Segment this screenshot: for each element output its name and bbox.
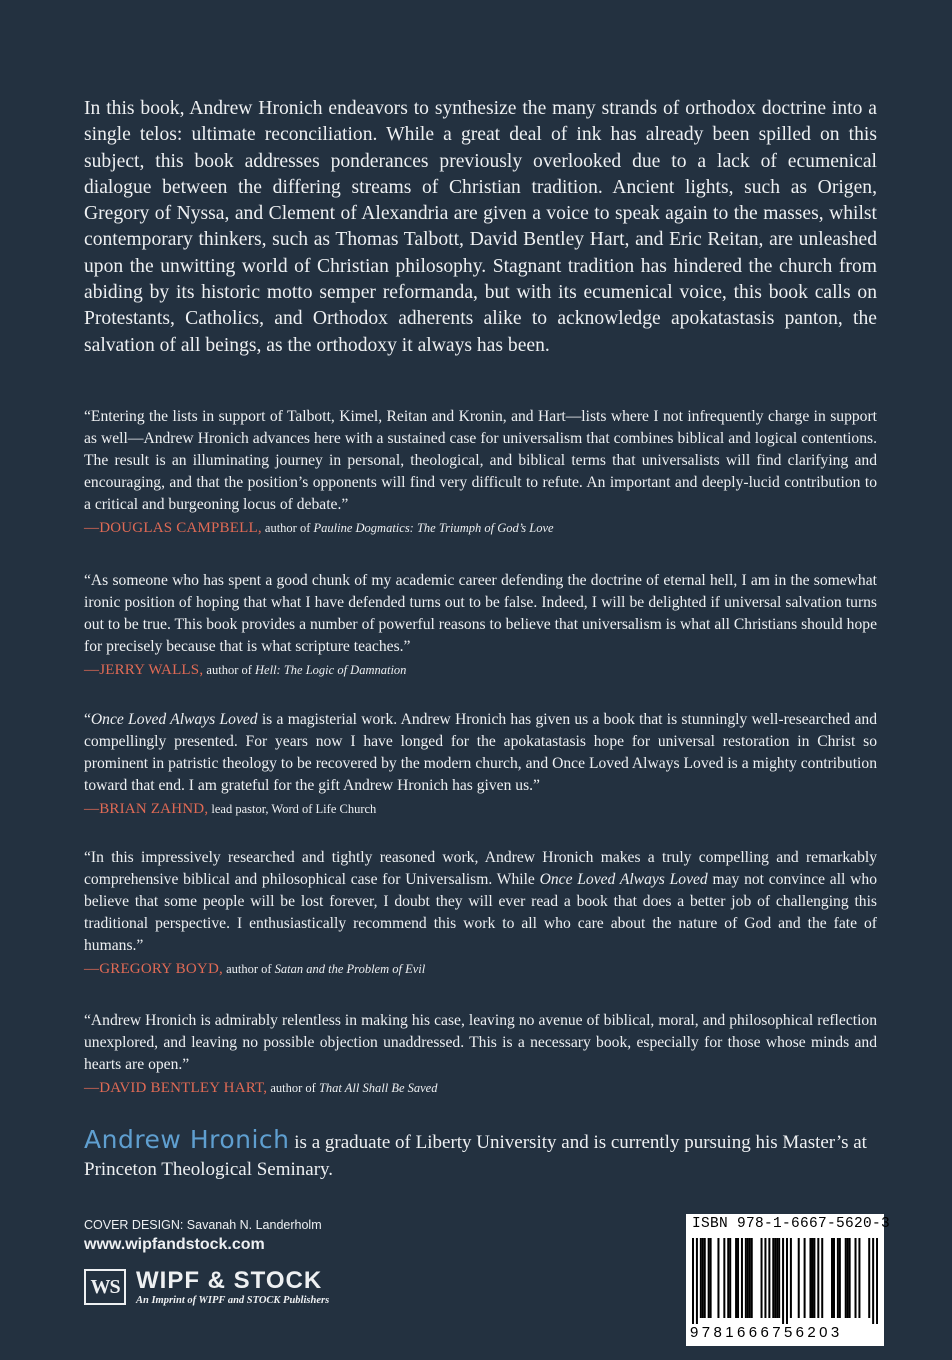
- barcode-bar: [761, 1238, 763, 1318]
- barcode-bar: [692, 1238, 694, 1324]
- barcode-bar: [845, 1238, 847, 1318]
- barcode-bar: [727, 1238, 729, 1318]
- barcode-bar: [764, 1238, 766, 1318]
- barcode-bar: [876, 1238, 878, 1324]
- barcode-bar: [849, 1238, 851, 1318]
- isbn-digits: 9781666756203: [690, 1324, 843, 1341]
- barcode-bar: [813, 1238, 815, 1318]
- barcode-bar: [872, 1238, 874, 1324]
- barcode-bar: [735, 1238, 737, 1318]
- barcode-bar: [790, 1238, 792, 1318]
- author-bio-text: is a graduate of Liberty University and is currently pursuing his Master’s at Princeton Theological Seminary.: [84, 1132, 867, 1180]
- barcode-bar: [747, 1238, 749, 1318]
- quote-open: “: [84, 711, 91, 728]
- endorser-name: BRIAN ZAHND,: [99, 801, 209, 817]
- endorser-name: JERRY WALLS,: [99, 662, 204, 678]
- barcode-bar: [772, 1238, 774, 1318]
- barcode-bar: [833, 1238, 835, 1318]
- endorsement-text: [84, 847, 877, 957]
- barcode-bar: [821, 1238, 823, 1318]
- endorsement-attribution: [84, 961, 877, 977]
- barcode-bar: [847, 1238, 849, 1318]
- endorsement-campbell: [84, 406, 877, 536]
- publisher-imprint: An Imprint of WIPF and STOCK Publishers: [136, 1295, 330, 1306]
- barcode-bar: [776, 1238, 778, 1318]
- endorser-name: DAVID BENTLEY HART,: [99, 1080, 268, 1096]
- ws-logo-icon: WS: [84, 1269, 126, 1305]
- endorsement-hart: [84, 1010, 877, 1096]
- barcode-bar: [704, 1238, 706, 1318]
- endorsement-attribution: [84, 520, 877, 536]
- barcode-bar: [723, 1238, 725, 1318]
- barcode-bar: [868, 1238, 870, 1318]
- barcode-bar: [798, 1238, 800, 1318]
- publisher-url: www.wipfandstock.com: [84, 1236, 265, 1253]
- barcode-bar: [729, 1238, 731, 1318]
- quote-before: “In this impressively researched and tightly reasoned work, Andrew Hronich makes a truly compelling and remarkably comprehensive biblical and philosophical case for Universalism. While: [84, 849, 877, 888]
- endorser-role: author of: [206, 663, 252, 677]
- barcode-bar: [710, 1238, 712, 1318]
- barcode-bar: [745, 1238, 747, 1318]
- endorser-role: author of: [270, 1081, 316, 1095]
- endorsement-zahnd: [84, 709, 877, 817]
- endorser-work: Hell: The Logic of Damnation: [255, 663, 407, 677]
- publisher-logo: [84, 1268, 374, 1308]
- barcode-bar: [782, 1238, 784, 1324]
- endorser-work: Satan and the Problem of Evil: [274, 962, 426, 976]
- barcode-bar: [737, 1238, 739, 1318]
- barcode-bar: [702, 1238, 704, 1318]
- author-bio: [84, 1126, 884, 1183]
- endorser-name: GREGORY BOYD,: [99, 961, 223, 977]
- barcode-bar: [831, 1238, 833, 1318]
- barcode-bar: [778, 1238, 780, 1318]
- endorsement-attribution: [84, 1080, 877, 1096]
- barcode-bar: [774, 1238, 776, 1318]
- barcode-bar: [855, 1238, 857, 1318]
- endorsement-text: “As someone who has spent a good chunk of my academic career defending the doctrine of eternal hell, I am in the somewhat ironic position of hoping that what I have defended turns out to be false. Indeed, I will be delighted if universal salvation turns out to be true. This book provides a number of powerful reasons to believe that universalism is what all Christians should hope for precisely because that is what scripture teaches.”: [84, 572, 877, 655]
- endorsement-walls: [84, 570, 877, 678]
- barcode-bar: [809, 1238, 811, 1318]
- endorsement-attribution: [84, 662, 877, 678]
- endorser-dash: —: [84, 662, 100, 678]
- cover-credit: [84, 1217, 322, 1256]
- quote-rest: is a magisterial work. Andrew Hronich has given us a book that is stunningly well-researched and compellingly presented. For years now I have longed for the apokatastasis hope for universal restoration in Christ so prominent in patristic theology to be recovered by the modern church, and Once Loved Always Loved is a mighty contribution toward that end. I am grateful for the gift Andrew Hronich has given us.”: [84, 711, 878, 794]
- barcode-bar: [811, 1238, 813, 1318]
- cover-design-credit: COVER DESIGN: Savanah N. Landerholm: [84, 1218, 322, 1232]
- barcode-bar: [741, 1238, 743, 1318]
- endorser-role: author of: [226, 962, 272, 976]
- book-description: In this book, Andrew Hronich endeavors to synthesize the many strands of orthodox doctrine into a single telos: ultimate reconciliation. While a great deal of ink has already been spilled on this subject, this book addresses ponderances previously overlooked due to a lack of ecumenical dialogue between the differing streams of Christian tradition. Ancient lights, such as Origen, Gregory of Nyssa, and Clement of Alexandria are given a voice to speak again to the masses, whilst contemporary thinkers, such as Thomas Talbott, David Bentley Hart, and Eric Reitan, are unleashed upon the unwitting world of Christian philosophy. Stagnant tradition has hindered the church from abiding by its historic motto semper reformanda, but with its ecumenical voice, this book calls on Protestants, Catholics, and Orthodox adherents alike to acknowledge apokatastasis panton, the salvation of all beings, as the orthodoxy it always has been.: [84, 98, 877, 356]
- endorser-dash: —: [84, 520, 100, 536]
- endorser-dash: —: [84, 801, 100, 817]
- barcode-bar: [804, 1238, 806, 1318]
- isbn-barcode: [686, 1214, 891, 1346]
- book-title: Once Loved Always Loved: [90, 711, 258, 728]
- isbn-label: ISBN 978-1-6667-5620-3: [692, 1216, 891, 1232]
- endorser-dash: —: [84, 961, 100, 977]
- author-name: Andrew Hronich: [84, 1125, 290, 1154]
- quote-after: may not convince all who believe that some people will be lost forever, I doubt they will ever read a book that does a better job of challenging this traditional perspective. I enthusiastically recommend this work to all who care about the nature of God and the fate of humans.”: [84, 871, 877, 954]
- endorser-name: DOUGLAS CAMPBELL,: [99, 520, 262, 536]
- endorser-role: author of: [264, 521, 311, 535]
- publisher-name: WIPF & STOCK: [136, 1267, 323, 1294]
- barcode-bar: [768, 1238, 770, 1318]
- barcode-bar: [839, 1238, 841, 1318]
- endorser-dash: —: [84, 1080, 100, 1096]
- barcode-bar: [751, 1238, 753, 1318]
- endorsement-text: “Andrew Hronich is admirably relentless in making his case, leaving no avenue of biblical, moral, and philosophical reflection unexplored, and leaving no possible objection unaddressed. This is a necessary book, especially for those whose minds and hearts are open.”: [84, 1012, 877, 1073]
- endorsement-boyd: [84, 847, 877, 977]
- barcode-bar: [700, 1238, 702, 1318]
- endorser-work: That All Shall Be Saved: [318, 1081, 438, 1095]
- barcode-bar: [708, 1238, 710, 1318]
- barcode-bar: [717, 1238, 719, 1318]
- endorsement-attribution: [84, 801, 877, 817]
- barcode-bar: [749, 1238, 751, 1318]
- endorser-work: Pauline Dogmatics: The Triumph of God’s Love: [313, 521, 554, 535]
- barcode-bar: [817, 1238, 819, 1318]
- barcode-bar: [837, 1238, 839, 1318]
- endorsement-text: “Entering the lists in support of Talbott, Kimel, Reitan and Kronin, and Hart—lists where I not infrequently charge in support as well—Andrew Hronich advances here with a sustained case for universalism that combines biblical and logical contentions. The result is an illuminating journey in personal, theological, and biblical terms that universalists will find clarifying and encouraging, and that the position’s opponents will find very difficult to refute. An important and deeply-lucid contribution to a critical and burgeoning locus of debate.”: [84, 408, 877, 513]
- barcode-bars: [692, 1238, 878, 1324]
- book-title: Once Loved Always Loved: [539, 871, 708, 888]
- barcode-bar: [786, 1238, 788, 1324]
- barcode-bar: [858, 1238, 860, 1318]
- endorsement-text: [84, 709, 877, 797]
- endorser-role: lead pastor, Word of Life Church: [211, 802, 377, 816]
- barcode-bar: [696, 1238, 698, 1324]
